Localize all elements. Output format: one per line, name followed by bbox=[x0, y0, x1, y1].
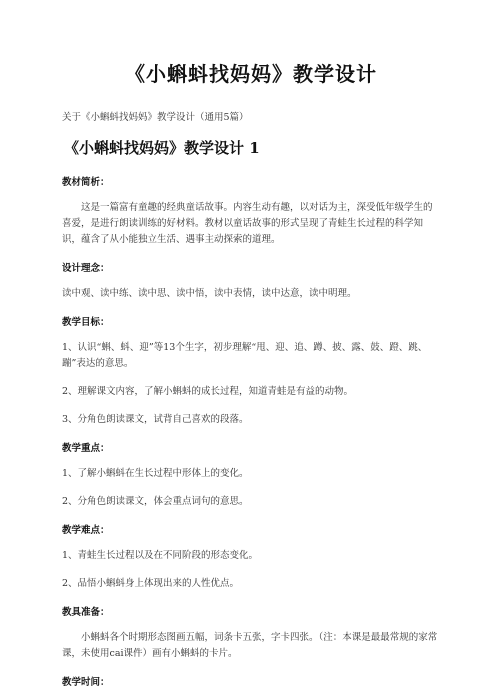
subsection-heading: 教学难点： bbox=[62, 525, 110, 536]
paragraph: 这是一篇富有童趣的经典童话故事。内容生动有趣，以对话为主，深受低年级学生的喜爱，是进行朗读训练的好材料。教材以童话故事的形式呈现了青蛙生长过程的科学知识，蕴含了从小能独立生活、遇事主动探索的道理。 bbox=[62, 202, 433, 245]
subsection-heading: 教学重点： bbox=[62, 443, 110, 454]
subsection-heading: 教具准备： bbox=[62, 607, 110, 618]
paragraph: 读中观、读中练、读中思、读中悟，读中表情，读中达意，读中明理。 bbox=[62, 288, 357, 299]
document-intro: 关于《小蝌蚪找妈妈》教学设计（通用5篇） bbox=[62, 112, 249, 123]
paragraph: 2、品悟小蝌蚪身上体现出来的人性优点。 bbox=[62, 578, 240, 589]
paragraph: 1、青蛙生长过程以及在不同阶段的形态变化。 bbox=[62, 550, 259, 561]
paragraph: 1、了解小蝌蚪在生长过程中形体上的变化。 bbox=[62, 468, 249, 479]
paragraph: 3、分角色朗读课文，试背自己喜欢的段落。 bbox=[62, 414, 249, 425]
subsection-heading: 教学目标： bbox=[62, 317, 110, 328]
document-body bbox=[62, 174, 440, 688]
paragraph: 2、理解课文内容，了解小蝌蚪的成长过程，知道青蛙是有益的动物。 bbox=[62, 386, 354, 397]
subsection-heading: 教材简析： bbox=[62, 177, 110, 188]
paragraph: 2、分角色朗读课文，体会重点词句的意思。 bbox=[62, 496, 249, 507]
subsection-heading: 设计理念： bbox=[62, 263, 110, 274]
paragraph: 1、认识“蝌、蚪、迎”等13个生字，初步理解“甩、迎、追、蹲、披、露、鼓、蹬、跳、蹦”表达的意思。 bbox=[62, 342, 428, 369]
section-title: 《小蝌蚪找妈妈》教学设计 1 bbox=[64, 139, 260, 157]
subsection-heading: 教学时间： bbox=[62, 677, 110, 688]
document-title: 《小蝌蚪找妈妈》教学设计 bbox=[125, 62, 377, 86]
paragraph: 小蝌蚪各个时期形态图画五幅，词条卡五张，字卡四张。（注：本课是最最常规的家常课，未使用cai课件）画有小蝌蚪的卡片。 bbox=[62, 632, 438, 659]
